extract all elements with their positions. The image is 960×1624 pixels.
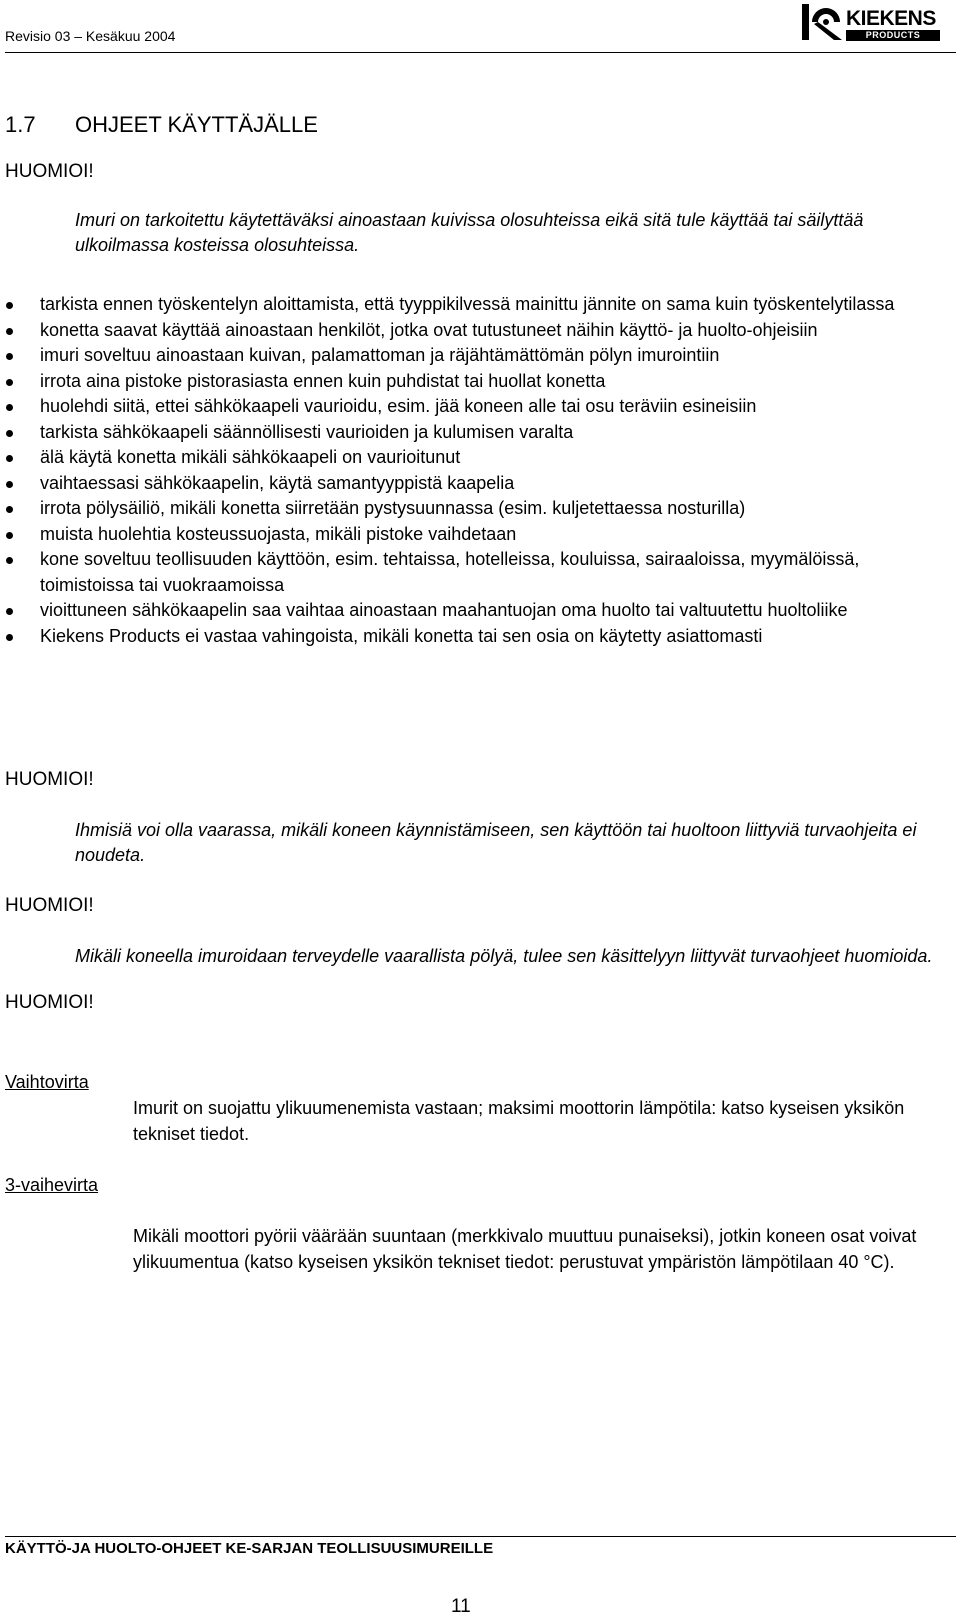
- bullet-icon: [6, 634, 13, 641]
- list-item: [5, 445, 957, 471]
- instruction-list: [5, 292, 957, 649]
- bullet-icon: [6, 455, 13, 462]
- section-number: 1.7: [5, 112, 36, 137]
- note-label: HUOMIOI!: [5, 769, 94, 790]
- list-item-text: Kiekens Products ei vastaa vahingoista, mikäli konetta tai sen osia on käytetty asiattomasti: [40, 625, 763, 646]
- note-label: HUOMIOI!: [5, 161, 94, 182]
- bullet-icon: [6, 379, 13, 386]
- bullet-icon: [6, 557, 13, 564]
- kiekens-logo: [800, 2, 940, 42]
- list-item: [5, 343, 957, 369]
- list-item-text: huolehdi siitä, ettei sähkökaapeli vaurioidu, esim. jää koneen alle tai osu teräviin esineisiin: [40, 396, 757, 416]
- list-item-text: konetta saavat käyttää ainoastaan henkilöt, jotka ovat tutustuneet näihin käyttö- ja huolto-ohjeisiin: [40, 319, 818, 340]
- note-text: Imuri on tarkoitettu käytettäväksi ainoastaan kuivissa olosuhteissa eikä sitä tule käyttää tai säilyttää ulkoilmassa kosteissa olosuhteissa.: [75, 210, 864, 255]
- bullet-icon: [6, 302, 13, 309]
- section-title: OHJEET KÄYTTÄJÄLLE: [75, 112, 318, 137]
- list-item-text: irrota aina pistoke pistorasiasta ennen kuin puhdistat tai huollat konetta: [40, 370, 606, 391]
- footer-divider: [5, 1536, 956, 1537]
- list-item-text: kone soveltuu teollisuuden käyttöön, esim. tehtaissa, hotelleissa, kouluissa, sairaaloissa, myymälöissä, toimistoissa tai vuokraamoissa: [40, 549, 860, 595]
- list-item: [5, 522, 957, 548]
- list-item-text: tarkista sähkökaapeli säännöllisesti vaurioiden ja kulumisen varalta: [40, 421, 574, 442]
- list-item-text: imuri soveltuu ainoastaan kuivan, palamattoman ja räjähtämättömän pölyn imurointiin: [40, 345, 720, 365]
- list-item: [5, 394, 957, 420]
- list-item-text: älä käytä konetta mikäli sähkökaapeli on vaurioitunut: [40, 447, 461, 467]
- bullet-icon: [6, 328, 13, 335]
- current-type-label: 3-vaihevirta: [5, 1175, 99, 1195]
- note-label: HUOMIOI!: [5, 992, 94, 1013]
- revision-label: Revisio 03 – Kesäkuu 2004: [5, 28, 176, 44]
- list-item-text: muista huolehtia kosteussuojasta, mikäli pistoke vaihdetaan: [40, 523, 517, 544]
- bullet-icon: [6, 506, 13, 513]
- list-item: [5, 496, 957, 522]
- list-item-text: tarkista ennen työskentelyn aloittamista, että tyyppikilvessä mainittu jännite on sama kuin työskentelytilassa: [40, 294, 895, 314]
- logo-subtitle: PRODUCTS: [846, 30, 940, 41]
- bullet-icon: [6, 608, 13, 615]
- list-item: [5, 420, 957, 446]
- logo-wordmark: KIEKENS: [846, 7, 936, 30]
- note-text: Mikäli koneella imuroidaan terveydelle vaarallista pölyä, tulee sen käsittelyyn liittyvät turvaohjeet huomioida.: [75, 946, 933, 966]
- list-item: [5, 624, 957, 650]
- note-text: Ihmisiä voi olla vaarassa, mikäli koneen käynnistämiseen, sen käyttöön tai huoltoon liittyviä turvaohjeita ei noudeta.: [75, 820, 917, 865]
- bullet-icon: [6, 353, 13, 360]
- page-number: 11: [451, 1596, 471, 1617]
- bullet-icon: [6, 430, 13, 437]
- kiekens-logo-icon: [800, 2, 844, 42]
- list-item-text: irrota pölysäiliö, mikäli konetta siirretään pystysuunnassa (esim. kuljetettaessa nosturilla): [40, 498, 746, 518]
- list-item: [5, 471, 957, 497]
- list-item: [5, 598, 957, 624]
- list-item-text: vaihtaessasi sähkökaapelin, käytä samantyyppistä kaapelia: [40, 472, 515, 493]
- list-item-text: vioittuneen sähkökaapelin saa vaihtaa ainoastaan maahantuojan oma huolto tai valtuutettu huoltoliike: [40, 600, 848, 620]
- bullet-icon: [6, 481, 13, 488]
- list-item: [5, 547, 957, 598]
- note-label: HUOMIOI!: [5, 895, 94, 916]
- bullet-icon: [6, 532, 13, 539]
- bullet-icon: [6, 404, 13, 411]
- header-divider: [5, 52, 956, 53]
- current-type-label: Vaihtovirta: [5, 1072, 89, 1092]
- list-item: [5, 292, 957, 318]
- list-item: [5, 369, 957, 395]
- current-type-text: Imurit on suojattu ylikuumenemista vastaan; maksimi moottorin lämpötila: katso kyseisen yksikön tekniset tiedot.: [133, 1098, 905, 1144]
- list-item: [5, 318, 957, 344]
- footer-title: KÄYTTÖ-JA HUOLTO-OHJEET KE-SARJAN TEOLLISUUSIMUREILLE: [5, 1540, 494, 1557]
- current-type-text: Mikäli moottori pyörii väärään suuntaan (merkkivalo muuttuu punaiseksi), jotkin koneen osat voivat ylikuumentua (katso kyseisen yksikön tekniset tiedot: perustuvat ympäristön lämpötilaan 40 °C).: [133, 1226, 917, 1272]
